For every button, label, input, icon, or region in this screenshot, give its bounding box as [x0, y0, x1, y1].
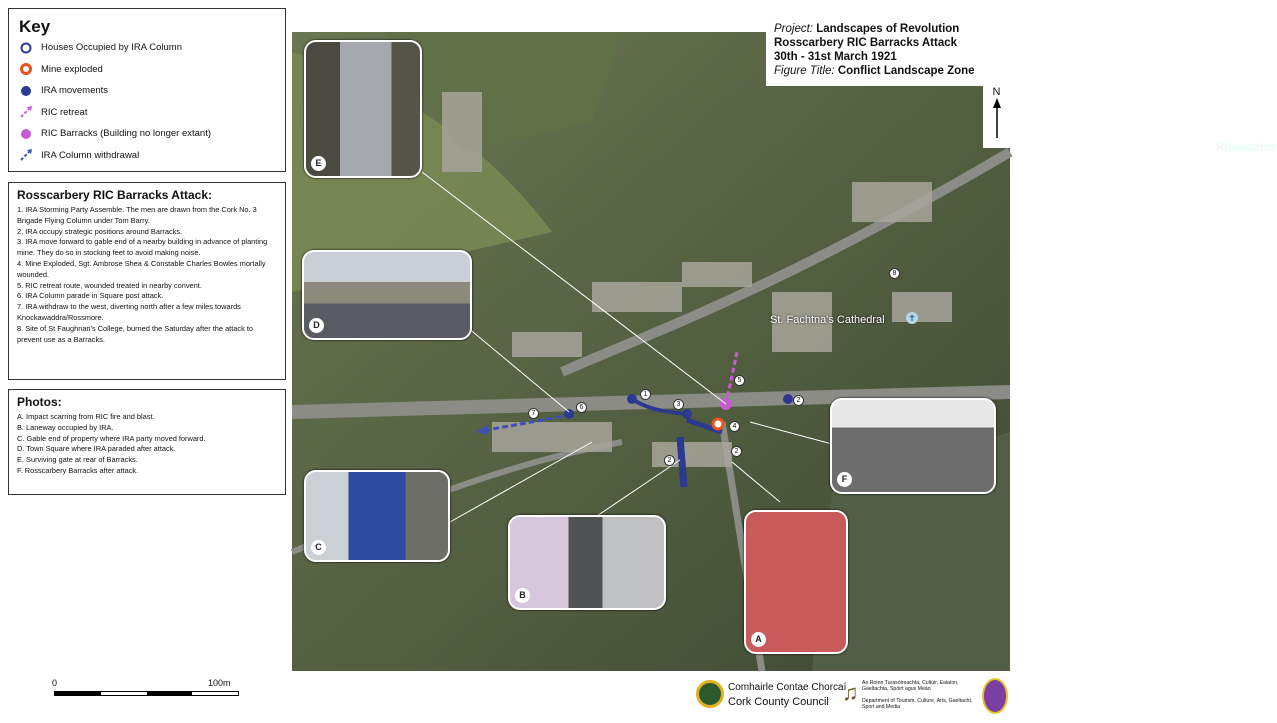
- map-subtitle: Rosscarbery RIC Barracks Attack: [774, 37, 958, 49]
- attack-list: [17, 205, 277, 345]
- attack-panel: [8, 182, 286, 380]
- council-name-english: Cork County Council: [728, 696, 829, 708]
- ira-movement-path: [680, 437, 684, 487]
- dashed-arrow-icon: [19, 148, 33, 162]
- site-marker: 2: [664, 455, 675, 466]
- explosion-icon: [19, 62, 33, 76]
- photo-caption: A. Impact scarring from RIC fire and blast.: [17, 412, 155, 421]
- site-marker: 7: [528, 408, 539, 419]
- site-marker: 2: [731, 446, 742, 457]
- site-marker: 5: [734, 375, 745, 386]
- key-list: [9, 37, 285, 166]
- key-item: [19, 102, 285, 124]
- photo-caption: B. Laneway occupied by IRA.: [17, 422, 114, 432]
- figure-label: Figure Title:: [774, 65, 835, 77]
- north-label: N: [992, 86, 1001, 98]
- council-name-irish: Comhairle Contae Chorcaí: [728, 682, 847, 693]
- project-name: Landscapes of Revolution: [816, 23, 960, 35]
- mine-explosion-point: [713, 419, 723, 429]
- key-item: [19, 80, 285, 102]
- site-marker: 1: [640, 389, 651, 400]
- photo-a[interactable]: [744, 510, 848, 654]
- open-circle-icon: [19, 41, 33, 55]
- attack-step: 5. RIC retreat route, wounded treated in nearby convent.: [17, 280, 202, 290]
- key-item-label: Houses Occupied by IRA Column: [41, 42, 182, 54]
- logos: [696, 676, 1016, 720]
- heritage-logo-icon: [982, 678, 1008, 714]
- council-crest-icon: [696, 680, 724, 708]
- key-panel: [8, 8, 286, 172]
- project-label: Project:: [774, 23, 813, 35]
- key-item-label: IRA movements: [41, 85, 109, 97]
- ira-point: [564, 409, 574, 419]
- key-item-label: RIC Barracks (Building no longer extant): [41, 128, 212, 140]
- photo-e[interactable]: [304, 40, 422, 178]
- photo-caption: F. Rosscarbery Barracks after attack.: [17, 465, 139, 475]
- photos-list: [17, 412, 277, 477]
- church-icon: ✝: [906, 312, 918, 324]
- photo-label: F: [837, 472, 852, 487]
- photo-label: D: [309, 318, 324, 333]
- attack-step: 6. IRA Column parade in Square post attack.: [17, 291, 164, 301]
- harp-icon: ♫: [842, 680, 859, 705]
- photo-f[interactable]: [830, 398, 996, 494]
- key-item-label: RIC retreat: [41, 106, 88, 118]
- site-marker: 3: [673, 399, 684, 410]
- north-arrow: [983, 84, 1010, 148]
- key-title: Key: [19, 17, 51, 36]
- attack-step: 1. IRA Storming Party Assemble. The men are drawn from the Cork No. 3 Brigade Flying Column under Tom Barry.: [17, 205, 257, 225]
- attack-step: 3. IRA move forward to gable end of a nearby building in advance of planting mine. They do so in stocking feet to avoid making noise.: [17, 237, 268, 258]
- north-arrow-icon: [991, 98, 1003, 138]
- dashed-arrow-icon: [19, 105, 33, 119]
- key-item-label: Mine exploded: [41, 63, 103, 75]
- figure-name: Conflict Landscape Zone: [837, 65, 975, 77]
- site-marker: 4: [729, 421, 740, 432]
- department-name-irish: An Roinn Turasóireachta, Cultúir, Ealaíon, Gaeltachta, Spóirt agus Meán: [862, 680, 959, 693]
- site-marker: 6: [576, 402, 587, 413]
- key-item: [19, 123, 285, 145]
- ira-point: [627, 394, 637, 404]
- photos-title: Photos:: [17, 395, 62, 409]
- photo-b[interactable]: [508, 515, 666, 610]
- photos-panel: [8, 389, 286, 495]
- scale-end: 100m: [208, 678, 231, 688]
- attack-title: Rosscarbery RIC Barracks Attack:: [17, 188, 212, 202]
- attack-step: 8. Site of St Faughnan's College, burned the Saturday after the attack to prevent use as a Barracks.: [17, 323, 254, 344]
- photo-caption: E. Surviving gate at rear of Barracks.: [17, 455, 138, 465]
- filled-circle-icon: [19, 127, 33, 141]
- filled-circle-icon: [19, 84, 33, 98]
- title-box: [766, 18, 1010, 86]
- photo-label: A: [751, 632, 766, 647]
- ira-point: [783, 394, 793, 404]
- attack-step: 7. IRA withdraw to the west, diverting north after a few miles towards Knockawaddra/Rossmore.: [17, 302, 241, 322]
- ira-point: [682, 409, 692, 419]
- key-item-label: IRA Column withdrawal: [41, 149, 140, 161]
- photo-label: C: [311, 540, 326, 555]
- attack-step: 2. IRA occupy strategic positions around Barracks.: [17, 226, 183, 236]
- cathedral-label: St. Fachtna's Cathedral: [770, 314, 885, 326]
- town-label: Rosscarber: [1216, 140, 1277, 154]
- key-item: [19, 145, 285, 167]
- photo-caption: D. Town Square where IRA paraded after attack.: [17, 444, 176, 454]
- attack-step: 4. Mine Exploded, Sgt. Ambrose Shea & Constable Charles Bowles mortally wounded.: [17, 258, 266, 279]
- photo-label: B: [515, 588, 530, 603]
- scale-start: 0: [52, 678, 58, 688]
- photo-c[interactable]: [304, 470, 450, 562]
- site-marker: 8: [889, 268, 900, 279]
- key-item: [19, 59, 285, 81]
- map-dates: 30th - 31st March 1921: [774, 51, 897, 63]
- key-item: [19, 37, 285, 59]
- photo-label: E: [311, 156, 326, 171]
- photo-caption: C. Gable end of property where IRA party moved forward.: [17, 433, 206, 443]
- photo-d[interactable]: [302, 250, 472, 340]
- site-marker: 2: [793, 395, 804, 406]
- department-name-english: Department of Tourism, Culture, Arts, Gaeltacht, Sport and Media: [862, 698, 973, 711]
